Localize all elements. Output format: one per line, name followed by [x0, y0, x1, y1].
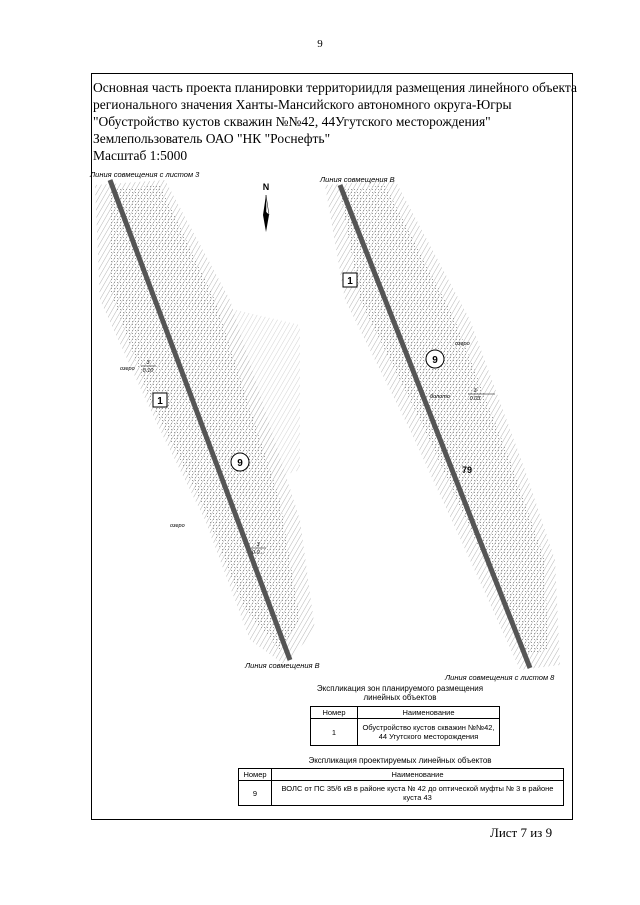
sheet-label: Лист 7 из 9: [490, 825, 553, 840]
title-line-1: Основная часть проекта планировки территориидля размещения линейного объекта: [93, 80, 577, 95]
right-bottom-label: Линия совмещения с листом 8: [445, 673, 555, 682]
svg-text:3: 3: [473, 388, 477, 394]
title-line-3: "Обустройство кустов скважин №№42, 44Угутского месторождения": [93, 114, 491, 129]
page-number: 9: [317, 38, 323, 50]
objects-table-caption: Экспликация проектируемых линейных объектов: [308, 756, 492, 765]
scale-label: Масштаб 1:5000: [93, 148, 188, 163]
svg-text:3: 3: [256, 542, 260, 548]
column-header: Номер: [239, 769, 272, 781]
table-cell: ВОЛС от ПС 35/6 кВ в районе куста № 42 до оптической муфты № 3 в районе куста 43: [272, 781, 564, 806]
column-header: Наименование: [358, 707, 500, 719]
right-segment-label: 79: [462, 465, 473, 475]
column-header: Наименование: [272, 769, 564, 781]
right-object-marker: [426, 350, 444, 368]
title-line-2: регионального значения Ханты-Мансийского автономного округа-Югры: [93, 97, 512, 112]
table-cell: 9: [239, 781, 272, 806]
svg-text:озеро: озеро: [120, 366, 135, 372]
svg-text:0.03: 0.03: [469, 396, 481, 402]
left-annotation: озеро: [170, 523, 185, 529]
table-row: [311, 719, 500, 746]
title-line-4: Землепользователь ОАО "НК "Роснефть": [93, 131, 331, 146]
right-terrain: [325, 180, 560, 670]
svg-text:3: 3: [146, 360, 150, 366]
left-zone-marker: [153, 393, 167, 407]
table-cell: Обустройство кустов скважин №№42, 44 Угутского месторождения: [358, 719, 500, 746]
right-top-label: Линия совмещения В: [320, 175, 395, 184]
right-annotation-2: болото: [430, 394, 450, 400]
zones-table: [310, 706, 500, 746]
column-header: Номер: [311, 707, 358, 719]
left-bottom-label: Линия совмещения В: [245, 661, 320, 670]
table-cell: 1: [311, 719, 358, 746]
right-annotation-1: озеро: [455, 341, 470, 347]
svg-text:9: 9: [237, 458, 243, 469]
left-object-marker: [231, 453, 249, 471]
north-label: N: [262, 182, 270, 192]
svg-text:9: 9: [432, 355, 438, 366]
north-arrow-icon: [263, 182, 270, 232]
table-header-row: [239, 769, 564, 781]
objects-table: [238, 768, 564, 806]
table-row: [239, 781, 564, 806]
svg-text:0.10: 0.10: [142, 368, 154, 374]
svg-text:1: 1: [347, 276, 353, 287]
svg-text:1: 1: [157, 396, 163, 407]
table-header-row: [311, 707, 500, 719]
left-terrain: [95, 180, 315, 665]
left-top-label: Линия совмещения с листом 3: [90, 170, 200, 179]
svg-text:0.0...: 0.0...: [251, 550, 265, 556]
right-zone-marker: [343, 273, 357, 287]
zones-table-caption: Экспликация зон планируемого размещения линейных объектов: [316, 684, 484, 702]
